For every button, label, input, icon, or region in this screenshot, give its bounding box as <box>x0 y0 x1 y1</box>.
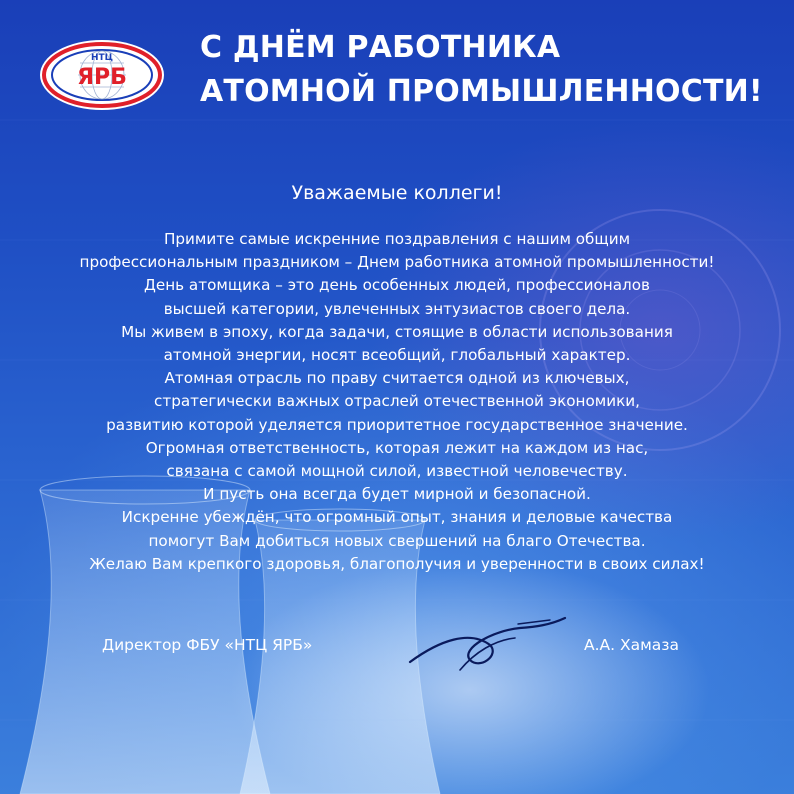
logo-text-small: НТЦ <box>90 53 114 63</box>
title-line: С ДНЁМ РАБОТНИКА <box>200 30 561 65</box>
letter-line: Искренне убеждён, что огромный опыт, знания и деловые качества <box>121 508 673 527</box>
letter-line: атомной энергии, носят всеобщий, глобальный характер. <box>163 346 631 365</box>
letter-line: связана с самой мощной силой, известной человечеству. <box>166 462 628 481</box>
letter-line: Атомная отрасль по праву считается одной из ключевых, <box>164 369 630 388</box>
ntc-yarb-logo <box>38 38 166 112</box>
letter-line: профессиональным праздником – Днем работника атомной промышленности! <box>79 253 715 272</box>
letter-line: Желаю Вам крепкого здоровья, благополучия и уверенности в своих силах! <box>89 554 705 573</box>
letter-line: развитию которой уделяется приоритетное государственное значение. <box>106 415 688 434</box>
letter-line: И пусть она всегда будет мирной и безопасной. <box>203 485 591 504</box>
logo-text-big: ЯРБ <box>77 65 127 90</box>
handwritten-signature <box>400 600 570 680</box>
letter-line: День атомщика – это день особенных людей, профессионалов <box>144 276 650 295</box>
letter-line: помогут Вам добиться новых свершений на благо Отечества. <box>148 531 646 550</box>
letter-line: Мы живем в эпоху, когда задачи, стоящие в области использования <box>121 322 673 341</box>
letter-line: Огромная ответственность, которая лежит на каждом из нас, <box>145 438 649 457</box>
letter-line: Примите самые искренние поздравления с нашим общим <box>163 230 631 248</box>
letter-line: высшей категории, увлеченных энтузиастов своего дела. <box>163 299 631 318</box>
signer-name: А.А. Хамаза <box>584 636 680 654</box>
letter-greeting: Уважаемые коллеги! <box>291 182 503 204</box>
letter-line: стратегически важных отраслей отечественной экономики, <box>154 392 640 411</box>
letter-body <box>30 228 764 576</box>
signer-role: Директор ФБУ «НТЦ ЯРБ» <box>102 636 313 654</box>
title-line: АТОМНОЙ ПРОМЫШЛЕННОСТИ! <box>200 74 763 109</box>
page-title <box>200 26 780 114</box>
